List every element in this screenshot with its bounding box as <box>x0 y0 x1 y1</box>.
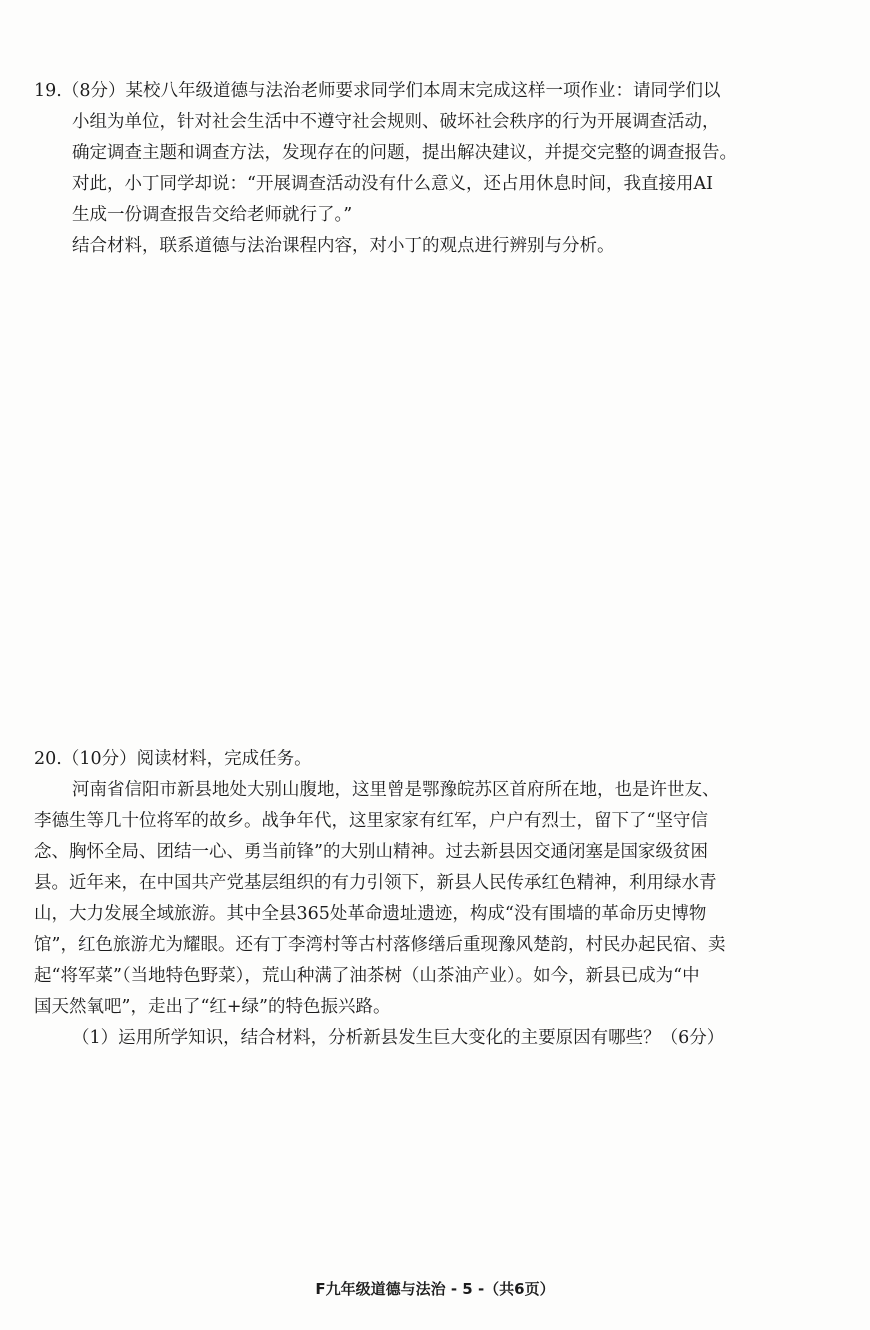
q19-stem-line: 某校八年级道德与法治老师要求同学们本周末完成这样一项作业：请同学们以 <box>125 81 721 101</box>
q20-material-line: 山，大力发展全域旅游。其中全县365处革命遗址遗迹，构成“没有围墙的革命历史博物 <box>34 904 707 924</box>
question-19 <box>34 76 824 262</box>
q20-first-line <box>34 744 824 775</box>
q19-stem-line: 对此，小丁同学却说：“开展调查活动没有什么意义，还占用休息时间，我直接用AI <box>72 174 713 194</box>
q20-score: （10分） <box>61 749 137 769</box>
q20-number: 20. <box>34 749 62 769</box>
q19-stem-line: 小组为单位，针对社会生活中不遵守社会规则、破坏社会秩序的行为开展调查活动， <box>72 112 720 132</box>
q19-score: （8分） <box>61 81 126 101</box>
q20-material-line: 念、胸怀全局、团结一心、勇当前锋”的大别山精神。过去新县因交通闭塞是国家级贫困 <box>34 842 708 862</box>
q20-material-line: 河南省信阳市新县地处大别山腹地，这里曾是鄂豫皖苏区首府所在地，也是许世友、 <box>72 780 720 800</box>
q19-number: 19. <box>34 81 62 101</box>
page-footer: F九年级道德与法治 - 5 -（共6页） <box>315 1280 555 1298</box>
q20-instruction: 阅读材料，完成任务。 <box>136 749 312 769</box>
q20-material-line: 县。近年来，在中国共产党基层组织的有力引领下，新县人民传承红色精神，利用绿水青 <box>34 873 717 893</box>
q20-material-line: 国天然氧吧”，走出了“红+绿”的特色振兴路。 <box>34 997 391 1017</box>
q19-stem-line: 确定调查主题和调查方法，发现存在的问题，提出解决建议，并提交完整的调查报告。 <box>72 143 737 163</box>
q20-sub-task-1: （1）运用所学知识，结合材料，分析新县发生巨大变化的主要原因有哪些？（6分） <box>72 1028 725 1048</box>
question-20 <box>34 744 824 1054</box>
q20-material-line: 李德生等几十位将军的故乡。战争年代，这里家家有红军，户户有烈士，留下了“坚守信 <box>34 811 708 831</box>
q19-stem-line: 生成一份调查报告交给老师就行了。” <box>72 205 353 225</box>
q19-first-line <box>34 76 824 107</box>
q20-material-line: 馆”，红色旅游尤为耀眼。还有丁李湾村等古村落修缮后重现豫风楚韵，村民办起民宿、卖 <box>34 935 726 955</box>
q20-material-line: 起“将军菜”（当地特色野菜），荒山种满了油茶树（山茶油产业）。如今，新县已成为“中 <box>34 966 700 986</box>
q19-task: 结合材料，联系道德与法治课程内容，对小丁的观点进行辨别与分析。 <box>72 236 615 256</box>
